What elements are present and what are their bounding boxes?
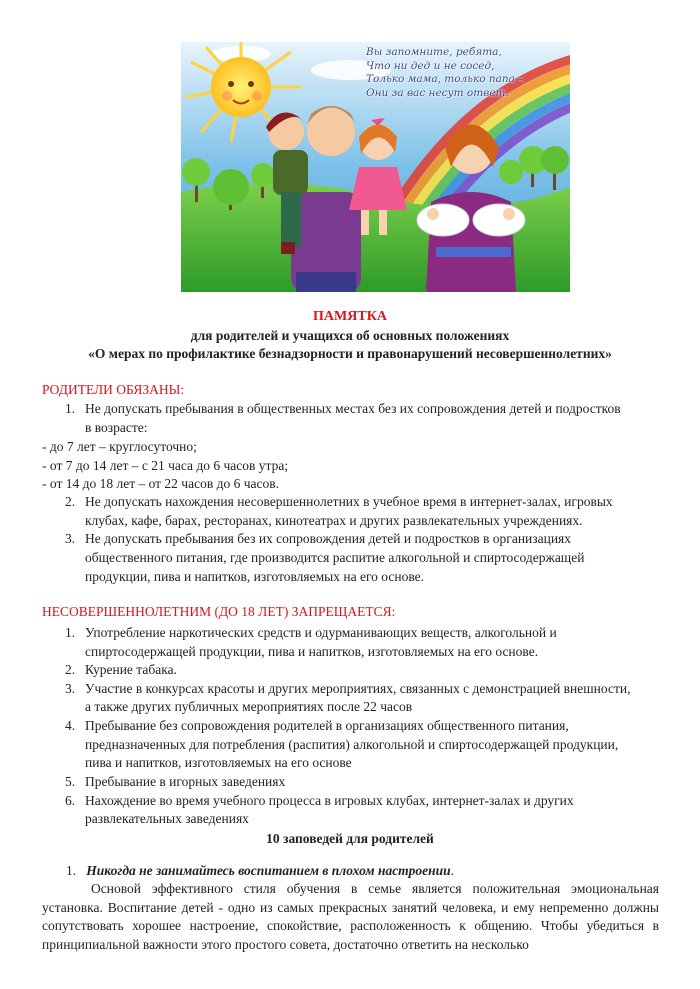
list-item-text: Не допускать пребывания без их сопровождения детей и подростков в организациях xyxy=(85,531,572,546)
list-number: 6. xyxy=(65,793,76,808)
parents-section-heading: РОДИТЕЛИ ОБЯЗАНЫ: xyxy=(42,382,185,397)
poem-line: Вы запомните, ребята, xyxy=(366,46,502,58)
list-item-text: Не допускать пребывания в общественных местах без их сопровождения детей и подростков xyxy=(85,401,621,416)
age-rule: - от 14 до 18 лет – от 22 часов до 6 часов. xyxy=(42,476,279,491)
list-item-text: предназначенных для потребления (распития) алкогольной и спиртосодержащей продукции, xyxy=(85,737,619,752)
poem xyxy=(366,46,566,100)
family-illustration xyxy=(181,42,570,292)
list-item-text: Нахождение во время учебного процесса в игровых клубах, интернет-залах и других xyxy=(85,793,574,808)
poem-line: Только мама, только папа – xyxy=(366,73,524,85)
list-item-text: а также других публичных мероприятиях после 22 часов xyxy=(85,699,413,714)
list-item-text: Пребывание без сопровождения родителей в организациях общественного питания, xyxy=(85,718,569,733)
list-number: 1. xyxy=(65,401,76,416)
list-item-text: Не допускать нахождения несовершеннолетних в учебное время в интернет-залах, игровых xyxy=(85,494,613,509)
list-item-text: в возрасте: xyxy=(85,420,148,435)
list-item-text: продукции, пива и напитков, изготовляемых на его основе. xyxy=(85,569,424,584)
commandment-number: 1. xyxy=(66,863,77,878)
list-item-text: спиртосодержащей продукции, пива и напитков, изготовляемых на его основе. xyxy=(85,644,539,659)
list-item-text: Пребывание в игорных заведениях xyxy=(85,774,286,789)
list-item-text: пива и напитков, изготовляемых на его основе xyxy=(85,755,352,770)
commandment-heading xyxy=(66,863,454,879)
page-subtitle-topic: «О мерах по профилактике безнадзорности и правонарушений несовершеннолетних» xyxy=(88,346,612,361)
page-subtitle: для родителей и учащихся об основных положениях xyxy=(190,328,510,343)
list-number: 4. xyxy=(65,718,76,733)
list-number: 3. xyxy=(65,681,76,696)
list-number: 2. xyxy=(65,662,76,677)
list-number: 5. xyxy=(65,774,76,789)
age-rule: - до 7 лет – круглосуточно; xyxy=(42,439,197,454)
list-number: 1. xyxy=(65,625,76,640)
age-rule: - от 7 до 14 лет – с 21 часа до 6 часов утра; xyxy=(42,458,289,473)
list-number: 2. xyxy=(65,494,76,509)
list-item-text: общественного питания, где производится распитие алкогольной и спиртосодержащей xyxy=(85,550,585,565)
commandments-title: 10 заповедей для родителей xyxy=(266,831,434,846)
list-item-text: клубах, кафе, барах, ресторанах, кинотеатрах и других развлекательных учреждениях. xyxy=(85,513,583,528)
commandment-paragraph: Основой эффективного стиля обучения в семье является положительная эмоциональная установка. Воспитание детей - одно из самых прекрасных занятий человека, и ему непременно должны сопутствовать хорошее настроение, спокойствие, расположенность к общению. Чтобы убедиться в принципиальной важности этого простого совета, достаточно ответить на несколько xyxy=(42,881,659,952)
list-item-text: Участие в конкурсах красоты и других мероприятиях, связанных с демонстрацией внешности, xyxy=(85,681,631,696)
minors-section-heading: НЕСОВЕРШЕННОЛЕТНИМ (ДО 18 ЛЕТ) ЗАПРЕЩАЕТСЯ: xyxy=(42,604,396,619)
poem-line: Они за вас несут ответ. xyxy=(366,86,509,99)
commandment-title: Никогда не занимайтесь воспитанием в плохом настроении xyxy=(86,863,451,878)
poem-line: Что ни дед и не сосед, xyxy=(366,59,495,72)
list-number: 3. xyxy=(65,531,76,546)
list-item-text: развлекательных заведениях xyxy=(85,811,249,826)
list-item-text: Курение табака. xyxy=(85,662,177,677)
page-title: ПАМЯТКА xyxy=(313,309,387,324)
commandment-period: . xyxy=(450,863,455,878)
list-item-text: Употребление наркотических средств и одурманивающих веществ, алкогольной и xyxy=(85,625,557,640)
